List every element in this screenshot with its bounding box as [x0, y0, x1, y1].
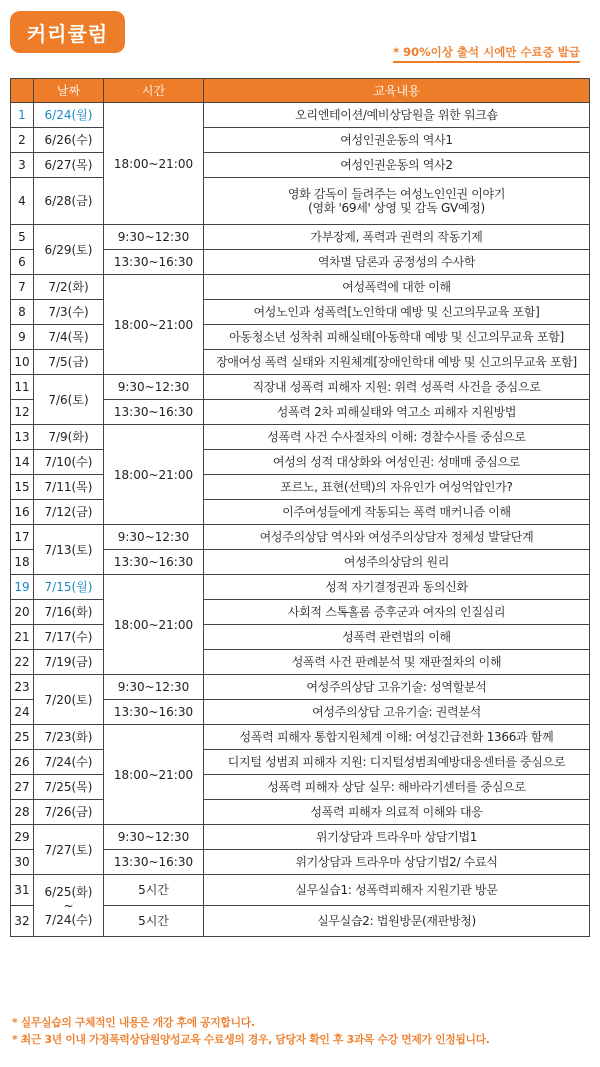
- row-number: 7: [11, 275, 34, 300]
- row-time: 18:00~21:00: [104, 425, 204, 525]
- table-row: [11, 800, 590, 825]
- row-content: 역차별 담론과 공정성의 수사학: [204, 250, 590, 275]
- table-row: [11, 475, 590, 500]
- row-content: 성적 자기결정권과 동의신화: [204, 575, 590, 600]
- row-content-line: 영화 감독이 들려주는 여성노인인권 이야기: [287, 187, 506, 201]
- row-date: 7/11(목): [34, 475, 104, 500]
- practice-date-range: [36, 885, 101, 927]
- row-date: 7/24(수): [34, 750, 104, 775]
- row-number: 3: [11, 153, 34, 178]
- row-content: 성폭력 사건 수사절차의 이해: 경찰수사를 중심으로: [204, 425, 590, 450]
- row-time: 9:30~12:30: [104, 675, 204, 700]
- table-row: [11, 103, 590, 128]
- row-content: 여성폭력에 대한 이해: [204, 275, 590, 300]
- row-number: 9: [11, 325, 34, 350]
- practice-date-from: 6/25(화): [44, 884, 93, 899]
- table-row: [11, 725, 590, 750]
- row-content: 여성주의상담의 원리: [204, 550, 590, 575]
- table-row: [11, 525, 590, 550]
- row-number: 19: [11, 575, 34, 600]
- table-row: [11, 600, 590, 625]
- row-date: 7/25(목): [34, 775, 104, 800]
- row-time: 13:30~16:30: [104, 850, 204, 875]
- row-number: 2: [11, 128, 34, 153]
- row-number: 21: [11, 625, 34, 650]
- row-date: 7/16(화): [34, 600, 104, 625]
- row-content: 여성의 성적 대상화와 여성인권: 성매매 중심으로: [204, 450, 590, 475]
- table-row: [11, 153, 590, 178]
- footer-notes: [12, 1014, 592, 1048]
- row-number: 25: [11, 725, 34, 750]
- row-content: 성폭력 사건 판례분석 및 재판절차의 이해: [204, 650, 590, 675]
- row-content: 성폭력 피해자 의료적 이해와 대응: [204, 800, 590, 825]
- row-content: 포르노, 표현(선택)의 자유인가 여성억압인가?: [204, 475, 590, 500]
- header-time: 시간: [104, 79, 204, 103]
- row-number: 22: [11, 650, 34, 675]
- row-time: 13:30~16:30: [104, 700, 204, 725]
- row-number: 11: [11, 375, 34, 400]
- row-number: 4: [11, 178, 34, 225]
- row-content: 여성인권운동의 역사2: [204, 153, 590, 178]
- row-number: 29: [11, 825, 34, 850]
- header-date: 날짜: [34, 79, 104, 103]
- row-content: 디지털 성범죄 피해자 지원: 디지털성범죄예방대응센터를 중심으로: [204, 750, 590, 775]
- row-content: [204, 178, 590, 225]
- row-content: 위기상담과 트라우마 상담기법1: [204, 825, 590, 850]
- table-row: [11, 178, 590, 225]
- row-date: 7/10(수): [34, 450, 104, 475]
- table-row: [11, 825, 590, 850]
- row-number: 13: [11, 425, 34, 450]
- table-header-row: [11, 79, 590, 103]
- row-number: 8: [11, 300, 34, 325]
- row-date: 6/29(토): [34, 225, 104, 275]
- row-date: 7/2(화): [34, 275, 104, 300]
- table-row: [11, 275, 590, 300]
- row-number: 5: [11, 225, 34, 250]
- row-content: 장애여성 폭력 실태와 지원체계[장애인학대 예방 및 신고의무교육 포함]: [204, 350, 590, 375]
- row-time: 5시간: [104, 906, 204, 937]
- table-row: [11, 225, 590, 250]
- row-date: 7/23(화): [34, 725, 104, 750]
- row-content: 성폭력 피해자 통합지원체계 이해: 여성긴급전화 1366과 함께: [204, 725, 590, 750]
- header-number: [11, 79, 34, 103]
- row-number: 12: [11, 400, 34, 425]
- row-date: 6/26(수): [34, 128, 104, 153]
- row-number: 17: [11, 525, 34, 550]
- practice-date-to: 7/24(수): [44, 912, 93, 927]
- row-date: 7/4(목): [34, 325, 104, 350]
- curriculum-table: [10, 78, 590, 937]
- row-content: 실무실습1: 성폭력피해자 지원기관 방문: [204, 875, 590, 906]
- row-content: 사회적 스톡홀롬 증후군과 여자의 인질심리: [204, 600, 590, 625]
- table-row: [11, 325, 590, 350]
- footer-note: * 실무실습의 구체적인 내용은 개강 후에 공지합니다.: [12, 1016, 255, 1029]
- row-content: 성폭력 관련법의 이해: [204, 625, 590, 650]
- row-number: 6: [11, 250, 34, 275]
- row-number: 31: [11, 875, 34, 906]
- row-time: 5시간: [104, 875, 204, 906]
- row-time: 9:30~12:30: [104, 525, 204, 550]
- row-content: 여성주의상담 고유기술: 성역할분석: [204, 675, 590, 700]
- header-content: 교육내용: [204, 79, 590, 103]
- row-number: 27: [11, 775, 34, 800]
- table-row: [11, 625, 590, 650]
- row-date: 7/15(월): [34, 575, 104, 600]
- row-number: 18: [11, 550, 34, 575]
- row-content: 실무실습2: 법원방문(재판방청): [204, 906, 590, 937]
- row-content: 아동청소년 성착취 피해실태[아동학대 예방 및 신고의무교육 포함]: [204, 325, 590, 350]
- row-time: 9:30~12:30: [104, 225, 204, 250]
- row-date: 7/9(화): [34, 425, 104, 450]
- row-number: 26: [11, 750, 34, 775]
- row-time: 13:30~16:30: [104, 550, 204, 575]
- table-row: [11, 875, 590, 906]
- table-row: [11, 575, 590, 600]
- row-content: 직장내 성폭력 피해자 지원: 위력 성폭력 사건을 중심으로: [204, 375, 590, 400]
- row-date: 7/3(수): [34, 300, 104, 325]
- row-time: 18:00~21:00: [104, 275, 204, 375]
- row-time: 18:00~21:00: [104, 575, 204, 675]
- table-row: [11, 750, 590, 775]
- row-content: 여성노인과 성폭력[노인학대 예방 및 신고의무교육 포함]: [204, 300, 590, 325]
- row-date: 7/19(금): [34, 650, 104, 675]
- row-date: 7/20(토): [34, 675, 104, 725]
- table-row: [11, 675, 590, 700]
- attendance-notice: * 90%이상 출석 시에만 수료증 발급: [393, 44, 580, 63]
- row-time: 13:30~16:30: [104, 250, 204, 275]
- row-number: 32: [11, 906, 34, 937]
- row-number: 20: [11, 600, 34, 625]
- row-content: 성폭력 피해자 상담 실무: 해바라기센터를 중심으로: [204, 775, 590, 800]
- row-content: 이주여성들에게 작동되는 폭력 매커니즘 이해: [204, 500, 590, 525]
- row-content: 여성인권운동의 역사1: [204, 128, 590, 153]
- row-content: 오리엔테이션/예비상담원을 위한 워크숍: [204, 103, 590, 128]
- row-date: [34, 875, 104, 937]
- table-row: [11, 450, 590, 475]
- row-date: 7/6(토): [34, 375, 104, 425]
- row-content-line: (영화 '69세' 상영 및 감독 GV예정): [308, 201, 485, 215]
- row-number: 28: [11, 800, 34, 825]
- row-number: 14: [11, 450, 34, 475]
- row-number: 10: [11, 350, 34, 375]
- table-row: [11, 350, 590, 375]
- row-number: 1: [11, 103, 34, 128]
- row-time: 18:00~21:00: [104, 103, 204, 225]
- footer-note: * 최근 3년 이내 가정폭력상담원양성교육 수료생의 경우, 담당자 확인 후 3과목 수강 면제가 인정됩니다.: [12, 1033, 490, 1046]
- row-number: 24: [11, 700, 34, 725]
- row-date: 6/24(월): [34, 103, 104, 128]
- row-content: 여성주의상담 고유기술: 권력분석: [204, 700, 590, 725]
- table-row: [11, 375, 590, 400]
- row-date: 7/12(금): [34, 500, 104, 525]
- row-date: 7/26(금): [34, 800, 104, 825]
- row-number: 23: [11, 675, 34, 700]
- row-date: 6/27(목): [34, 153, 104, 178]
- row-date: 7/13(토): [34, 525, 104, 575]
- row-content: 여성주의상담 역사와 여성주의상담자 정체성 발달단계: [204, 525, 590, 550]
- row-content: 위기상담과 트라우마 상담기법2/ 수료식: [204, 850, 590, 875]
- row-time: 13:30~16:30: [104, 400, 204, 425]
- table-row: [11, 128, 590, 153]
- row-date: 7/17(수): [34, 625, 104, 650]
- table-row: [11, 775, 590, 800]
- row-number: 16: [11, 500, 34, 525]
- table-row: [11, 425, 590, 450]
- row-date: 7/27(토): [34, 825, 104, 875]
- row-content: 성폭력 2차 피해실태와 역고소 피해자 지원방법: [204, 400, 590, 425]
- table-row: [11, 650, 590, 675]
- row-time: 18:00~21:00: [104, 725, 204, 825]
- row-content: 가부장제, 폭력과 권력의 작동기제: [204, 225, 590, 250]
- row-time: 9:30~12:30: [104, 825, 204, 850]
- practice-date-separator: ~: [63, 898, 74, 913]
- row-date: 6/28(금): [34, 178, 104, 225]
- row-date: 7/5(금): [34, 350, 104, 375]
- table-row: [11, 500, 590, 525]
- row-number: 30: [11, 850, 34, 875]
- curriculum-title-badge: 커리큘럼: [10, 11, 125, 53]
- table-row: [11, 300, 590, 325]
- row-time: 9:30~12:30: [104, 375, 204, 400]
- row-number: 15: [11, 475, 34, 500]
